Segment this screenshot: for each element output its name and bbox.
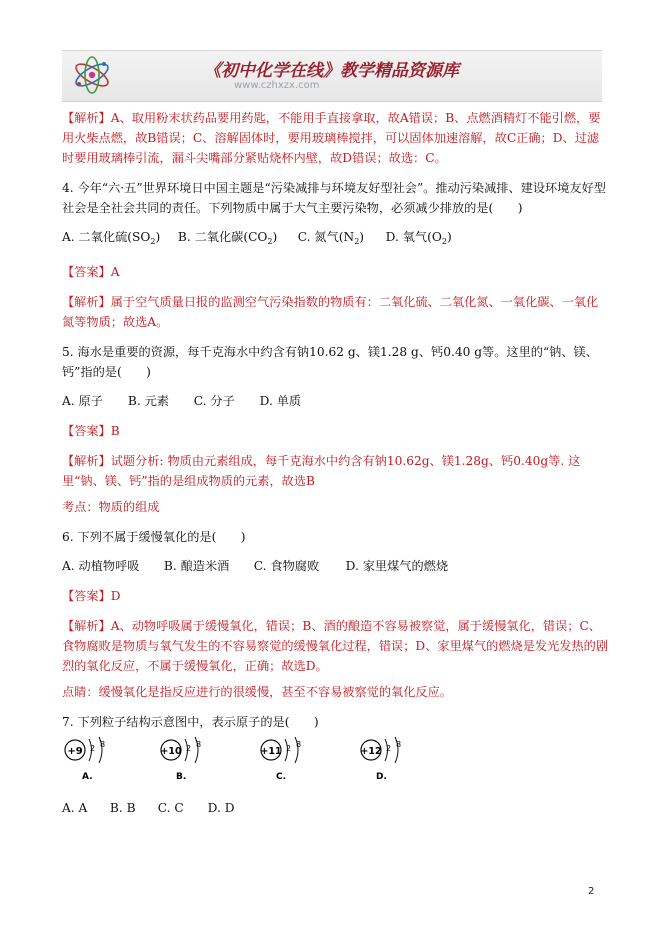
q4-question: 4. 今年“六·五”世界环境日中国主题是“污染减排与环境友好型社会”。推动污染减排、建设环境友好型社会是全社会共同的责任。下列物质中属于大气主要污染物，必须减少排放的是( ) (62, 181, 606, 215)
svg-text:D.: D. (376, 772, 387, 783)
atom-diagram-d (358, 734, 428, 794)
svg-text:+10: +10 (160, 746, 182, 758)
q5-option-a: A. 原子 (62, 394, 103, 409)
svg-text:8: 8 (100, 740, 106, 750)
atom-diagram-b (158, 734, 228, 794)
q7-options (62, 798, 610, 818)
q4-solution: 【解析】属于空气质量日报的监测空气污染指数的物质有：二氧化硫、二氧化氮、一氧化碳、一氧化氮等物质；故选A。 (62, 295, 599, 330)
q7-diagrams (62, 734, 610, 798)
q4-options (62, 227, 610, 252)
q4-answer: 【答案】A (62, 265, 120, 280)
q5-option-d: D. 单质 (259, 394, 302, 409)
banner-url: www.czhxzx.com (234, 80, 320, 91)
q6-question: 6. 下列不属于缓慢氧化的是( ) (62, 530, 246, 545)
q6-options (62, 556, 610, 576)
q5-option-c: C. 分子 (193, 394, 235, 409)
q7-option-c: C. C (157, 801, 184, 816)
svg-text:2: 2 (386, 744, 392, 754)
q5-options (62, 391, 610, 411)
q6-solution: 【解析】A、动物呼吸属于缓慢氧化，错误；B、酒的酿造不容易被察觉，属于缓慢氧化，错误；C、食物腐败是物质与氧气发生的不容易察觉的缓慢氧化过程，错误；D、家里煤气的燃烧是发光发热的剧烈的氧化反应，不属于缓慢氧化，正确；故选D。 (62, 619, 609, 674)
q6-answer: 【答案】D (62, 589, 121, 604)
atom-logo-icon (70, 54, 114, 96)
q6-option-a: A. 动植物呼吸 (62, 559, 140, 574)
q4-option-c: C. 氮气(N2) (297, 230, 365, 247)
q6-option-d: D. 家里煤气的燃烧 (345, 559, 449, 574)
q6-option-c: C. 食物腐败 (253, 559, 320, 574)
q5-point: 考点：物质的组成 (62, 500, 160, 515)
svg-text:2: 2 (90, 744, 96, 754)
svg-text:A.: A. (82, 772, 93, 783)
q4-option-a: A. 二氧化硫(SO2) (62, 230, 161, 247)
svg-text:+9: +9 (67, 746, 83, 758)
header-banner (62, 50, 602, 100)
svg-text:C.: C. (276, 772, 287, 783)
atom-diagram-a (62, 734, 132, 794)
banner-title: 《初中化学在线》教学精品资源库 (204, 61, 459, 81)
svg-text:8: 8 (396, 740, 402, 750)
svg-text:+12: +12 (360, 746, 382, 758)
q6-tip: 点睛：缓慢氧化是指反应进行的很缓慢，甚至不容易被察觉的氧化反应。 (62, 685, 452, 700)
svg-text:2: 2 (186, 744, 192, 754)
page-content (62, 108, 610, 818)
q5-solution: 【解析】试题分析: 物质由元素组成，每千克海水中约含有钠10.62g、镁1.28g、钙0.40g等. 这里“钠、镁、钙”指的是组成物质的元素，故选B (62, 454, 581, 489)
q3-solution: 【解析】A、取用粉末状药品要用药匙，不能用手直接拿取，故A错误；B、点燃酒精灯不能引燃，要用火柴点燃，故B错误；C、溶解固体时，要用玻璃棒搅拌，可以固体加速溶解，故C正确；D、过滤时要用玻璃棒引流，漏斗尖嘴部分紧贴烧杯内壁，故D错误；故选：C。 (62, 111, 601, 165)
q7-option-a: A. A (62, 801, 88, 816)
q6-option-b: B. 酿造米酒 (163, 559, 230, 574)
q5-answer: 【答案】B (62, 424, 120, 439)
q7-option-d: D. D (207, 801, 235, 816)
q4-option-b: B. 二氧化碳(CO2) (177, 230, 278, 247)
q4-option-d: D. 氧气(O2) (385, 230, 452, 247)
svg-text:8: 8 (296, 740, 302, 750)
page-number: 2 (588, 886, 595, 897)
svg-text:+11: +11 (260, 746, 282, 758)
q7-question: 7. 下列粒子结构示意图中，表示原子的是( ) (62, 715, 319, 730)
q5-option-b: B. 元素 (127, 394, 169, 409)
q7-option-b: B. B (109, 801, 136, 816)
svg-text:2: 2 (286, 744, 292, 754)
q5-question: 5. 海水是重要的资源，每千克海水中约含有钠10.62 g、镁1.28 g、钙0.40 g等。这里的“钠、镁、钙”指的是( ) (62, 345, 598, 380)
svg-text:8: 8 (196, 740, 202, 750)
svg-text:B.: B. (176, 772, 187, 783)
atom-diagram-c (258, 734, 328, 794)
